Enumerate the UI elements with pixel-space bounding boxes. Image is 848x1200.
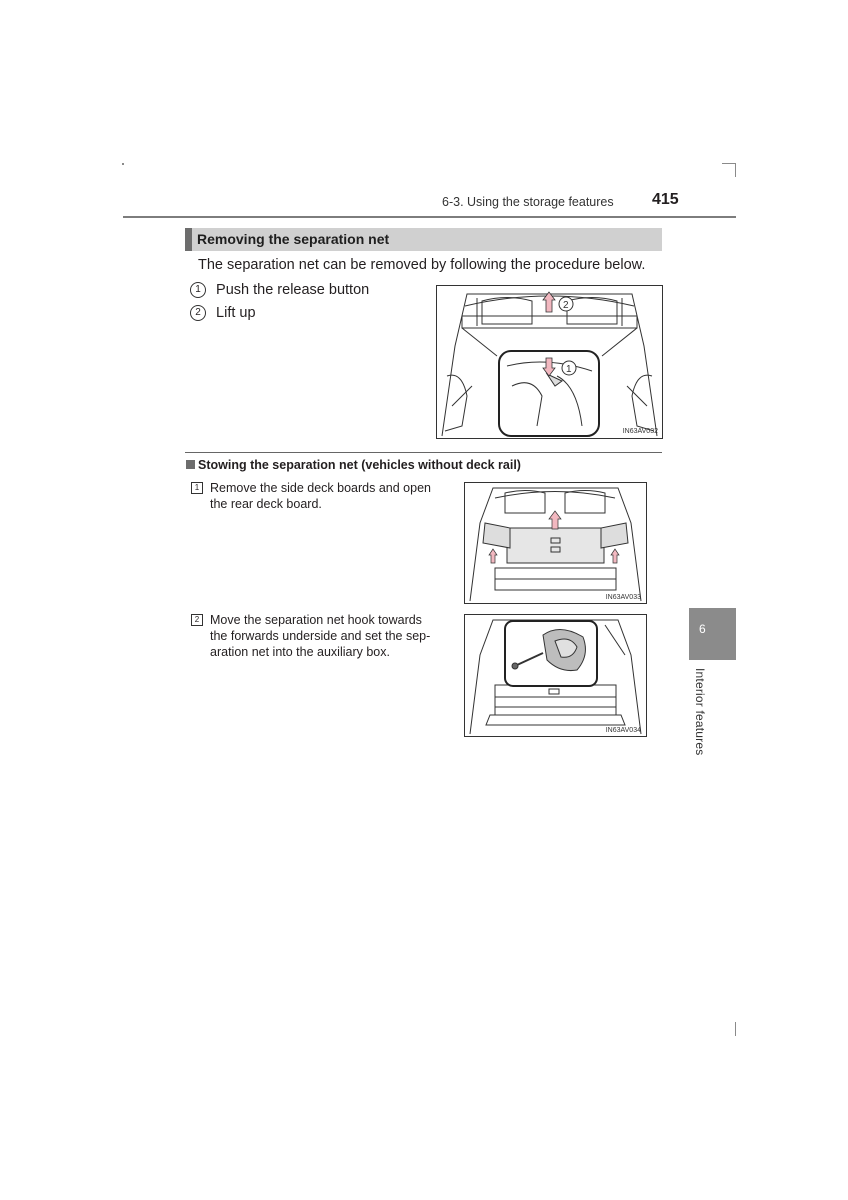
step-line: aration net into the auxiliary box. bbox=[210, 645, 390, 659]
figure-id: IN63AV034 bbox=[605, 727, 641, 734]
subsection-heading bbox=[186, 458, 521, 472]
chapter-tab[interactable] bbox=[689, 608, 736, 660]
chapter-label: Interior features bbox=[693, 668, 707, 756]
step-1 bbox=[190, 282, 369, 298]
section-title-accent bbox=[185, 228, 192, 251]
up-arrow-icon bbox=[611, 549, 619, 563]
step-marker: 2 bbox=[190, 305, 206, 321]
subsection-rule bbox=[185, 452, 662, 453]
step-text: Lift up bbox=[216, 305, 256, 321]
deck-illustration bbox=[465, 483, 646, 603]
step-2 bbox=[190, 305, 256, 321]
lift-arrow-icon bbox=[543, 292, 555, 312]
step-marker: 1 bbox=[191, 482, 203, 494]
section-title: Removing the separation net bbox=[197, 231, 390, 247]
svg-text:2: 2 bbox=[563, 300, 569, 311]
figure-open-deck bbox=[464, 482, 647, 604]
cargo-illustration bbox=[437, 286, 662, 438]
step-text: Push the release button bbox=[216, 282, 370, 298]
crop-mark-top-right-h bbox=[722, 163, 736, 164]
crop-mark-top-right-v bbox=[735, 163, 736, 177]
header-rule bbox=[123, 216, 736, 218]
running-header: 6-3. Using the storage features bbox=[442, 195, 614, 209]
figure-remove-net bbox=[436, 285, 663, 439]
figure-id: IN63AV033 bbox=[605, 594, 641, 601]
chapter-number: 6 bbox=[699, 622, 706, 636]
intro-text: The separation net can be removed by following the procedure below. bbox=[198, 257, 646, 273]
crop-mark-top-left bbox=[122, 163, 124, 165]
up-arrow-icon bbox=[549, 511, 561, 529]
step-marker: 1 bbox=[190, 282, 206, 298]
subsection-title: Stowing the separation net (vehicles without deck rail) bbox=[198, 458, 521, 472]
square-bullet-icon bbox=[186, 460, 195, 469]
step-line: the forwards underside and set the sep- bbox=[210, 629, 431, 643]
step-line: Move the separation net hook towards bbox=[210, 613, 422, 627]
figure-id: IN63AV032 bbox=[622, 428, 658, 435]
crop-mark-bottom-right bbox=[735, 1022, 736, 1036]
page-number: 415 bbox=[652, 191, 679, 208]
figure-auxiliary-box bbox=[464, 614, 647, 737]
step-line: the rear deck board. bbox=[210, 497, 322, 511]
aux-box-illustration bbox=[465, 615, 646, 736]
section-title-bar bbox=[185, 228, 662, 251]
svg-text:1: 1 bbox=[566, 364, 572, 375]
step-marker: 2 bbox=[191, 614, 203, 626]
step-line: Remove the side deck boards and open bbox=[210, 481, 431, 495]
up-arrow-icon bbox=[489, 549, 497, 563]
